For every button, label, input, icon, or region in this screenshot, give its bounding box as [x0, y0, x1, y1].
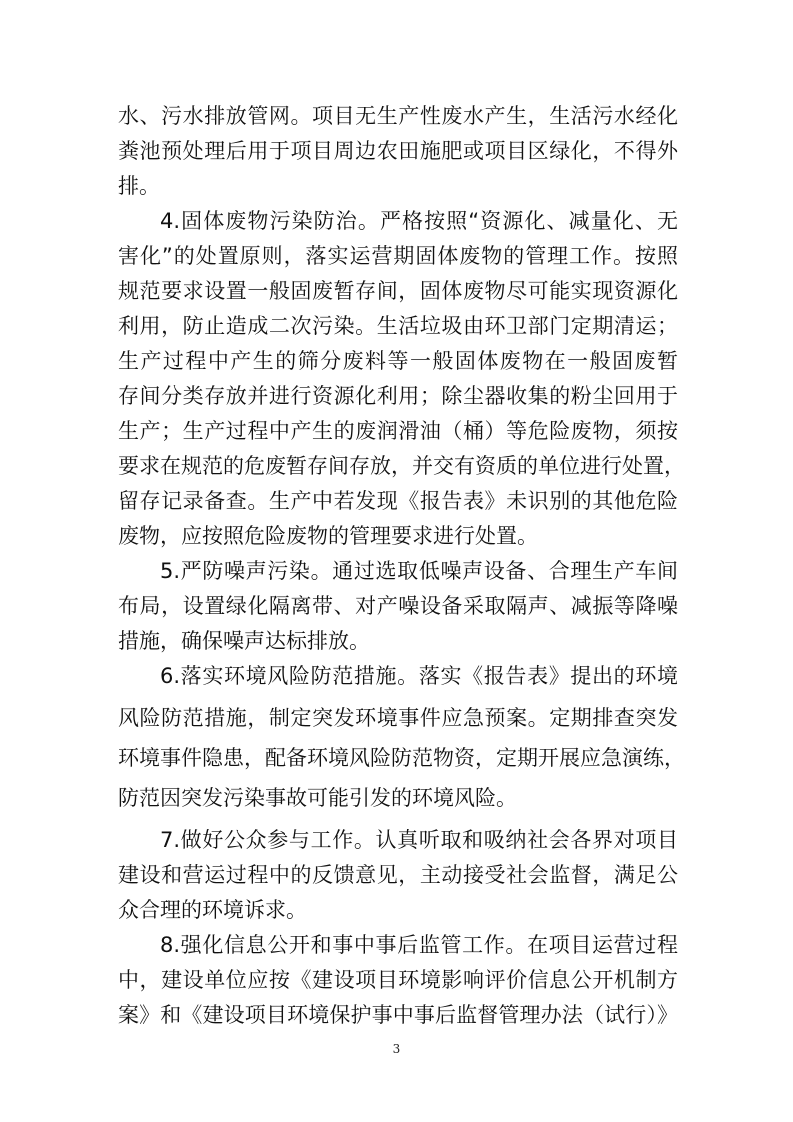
text-line: 排。	[118, 174, 160, 198]
text-line: 7.做好公众参与工作。认真听取和吸纳社会各界对项目	[160, 828, 678, 852]
text-line: 利用，防止造成二次污染。生活垃圾由环卫部门定期清运；	[118, 314, 678, 338]
text-line: 环境事件隐患，配备环境风险防范物资，定期开展应急演练，	[118, 746, 685, 770]
text-line: 措施，确保噪声达标排放。	[118, 629, 370, 653]
text-line: 害化”的处置原则，落实运营期固体废物的管理工作。按照	[118, 244, 678, 268]
text-line: 建设和营运过程中的反馈意见，主动接受社会监督，满足公	[118, 863, 678, 887]
text-line: 生产过程中产生的筛分废料等一般固体废物在一般固废暂	[118, 349, 678, 373]
text-line: 风险防范措施，制定突发环境事件应急预案。定期排查突发	[118, 706, 678, 730]
text-line: 案》和《建设项目环境保护事中事后监督管理办法（试行）》	[118, 1003, 678, 1027]
text-line: 规范要求设置一般固废暂存间，固体废物尽可能实现资源化	[118, 279, 678, 303]
text-line: 4.固体废物污染防治。严格按照“资源化、减量化、无	[160, 209, 678, 233]
text-line: 中，建设单位应按《建设项目环境影响评价信息公开机制方	[118, 968, 678, 992]
page-number: 3	[392, 1042, 401, 1056]
text-line: 众合理的环境诉求。	[118, 898, 307, 922]
text-line: 防范因突发污染事故可能引发的环境风险。	[118, 786, 517, 810]
text-line: 水、污水排放管网。项目无生产性废水产生，生活污水经化	[118, 104, 678, 128]
text-line: 5.严防噪声污染。通过选取低噪声设备、合理生产车间	[160, 559, 678, 583]
text-line: 留存记录备查。生产中若发现《报告表》未识别的其他危险	[118, 489, 678, 513]
text-line: 生产；生产过程中产生的废润滑油（桶）等危险废物，须按	[118, 419, 678, 443]
text-line: 要求在规范的危废暂存间存放，并交有资质的单位进行处置，	[118, 454, 685, 478]
text-line: 6.落实环境风险防范措施。落实《报告表》提出的环境	[160, 664, 678, 688]
text-line: 布局，设置绿化隔离带、对产噪设备采取隔声、减振等降噪	[118, 594, 678, 618]
text-line: 废物，应按照危险废物的管理要求进行处置。	[118, 524, 538, 548]
text-line: 8.强化信息公开和事中事后监管工作。在项目运营过程	[160, 933, 678, 957]
text-line: 存间分类存放并进行资源化利用；除尘器收集的粉尘回用于	[118, 384, 678, 408]
text-line: 粪池预处理后用于项目周边农田施肥或项目区绿化，不得外	[118, 139, 678, 163]
